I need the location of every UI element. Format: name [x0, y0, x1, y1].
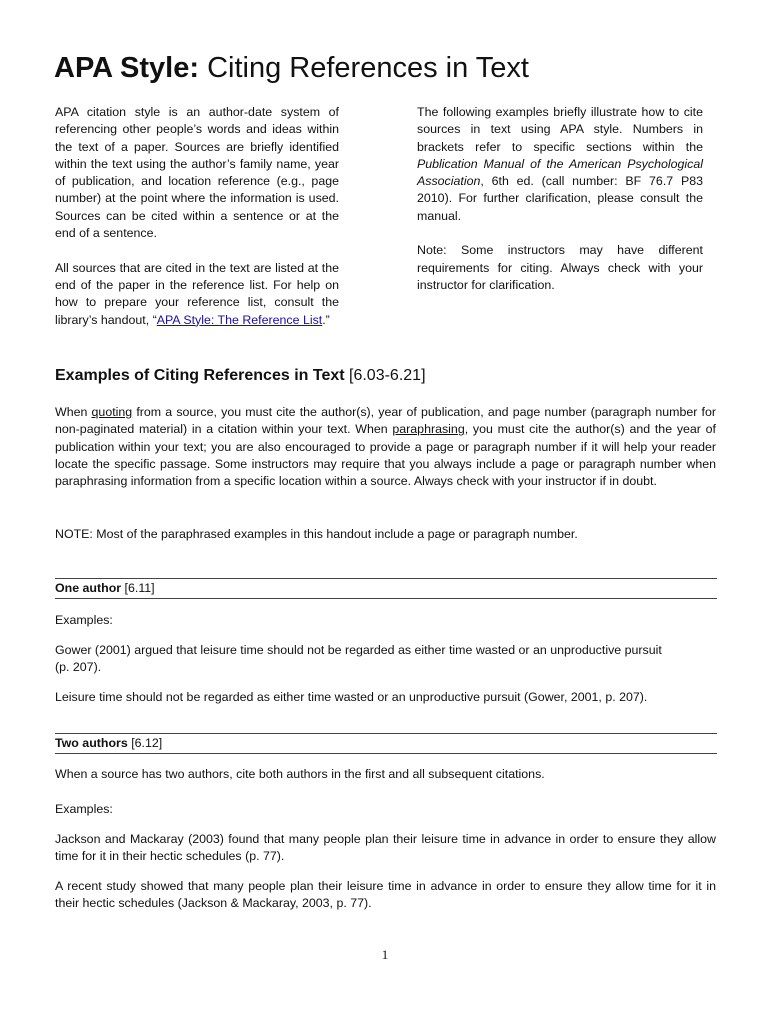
intro-left-paragraph-2 [55, 260, 339, 329]
intro-right-note: Note: Some instructors may have different requirements for citing. Always check with your instructor for clarification. [417, 243, 703, 292]
title-bold: APA Style: [54, 52, 200, 84]
examples-p1-b: from a source, you must cite the author(s), year of publication, and page number (paragraph number for non-paginated material) in a citation within your text. When [55, 405, 716, 437]
intro-left-p2-text: All sources that are cited in the text are listed at the end of the paper in the reference list. For help on how to prepare your reference list, consult the library’s handout, “ [55, 260, 339, 327]
two-authors-heading-bold: Two authors [55, 736, 128, 750]
intro-right-column [417, 104, 703, 294]
section-divider-bottom [55, 753, 717, 754]
title-rest: Citing References in Text [207, 52, 529, 84]
one-author-heading-bold: One author [55, 581, 122, 595]
section-divider-top [55, 733, 717, 734]
examples-heading-bold: Examples of Citing References in Text [55, 367, 345, 384]
two-authors-example-1: Jackson and Mackaray (2003) found that many people plan their leisure time in advance in order to ensure they allow time for it in their hectic schedules (p. 77). [55, 832, 716, 864]
two-authors-examples-label: Examples: [55, 802, 113, 816]
manual-title: Publication Manual of the American Psychological Association [417, 156, 703, 189]
two-authors-intro: When a source has two authors, cite both authors in the first and all subsequent citations. [55, 767, 545, 781]
examples-p1-a: When [55, 405, 92, 419]
one-author-example-1-line-1: Gower (2001) argued that leisure time should not be regarded as either time wasted or an unproductive pursuit [55, 643, 662, 657]
intro-right-paragraph-1 [417, 104, 703, 225]
intro-right-p1-start: The following examples briefly illustrate how to cite sources in text using APA style. Numbers in brackets refer to specific sections within the [417, 105, 703, 154]
two-authors-heading-ref: [6.12] [131, 736, 163, 750]
reference-list-link[interactable]: APA Style: The Reference List [156, 312, 323, 327]
intro-right-p1-end: , 6th ed. (call number: BF 76.7 P83 2010). For further clarification, please consult the manual. [417, 174, 703, 223]
one-author-heading [55, 580, 155, 597]
one-author-heading-ref: [6.11] [124, 581, 155, 595]
intro-left-paragraph-1: APA citation style is an author-date system of referencing other people’s words and ideas within the text of a paper. Sources are briefly identified within the text using the author’s family name, year of publication, and location reference (e.g., page number) at the point where the information is used. Sources can be cited within a sentence or at the end of a sentence. [55, 105, 339, 241]
page-title [54, 50, 529, 86]
one-author-example-2: Leisure time should not be regarded as either time wasted or an unproductive pursuit (Gower, 2001, p. 207). [55, 690, 648, 704]
intro-left-column [55, 104, 339, 329]
examples-heading-ref: [6.03-6.21] [349, 367, 426, 384]
two-authors-heading [55, 735, 162, 752]
section-divider-top [55, 578, 717, 579]
quoting-term: quoting [91, 405, 133, 419]
section-divider-bottom [55, 598, 717, 599]
one-author-example-1 [55, 642, 716, 677]
one-author-example-1-line-2: (p. 207). [55, 660, 102, 675]
one-author-examples-label: Examples: [55, 613, 113, 627]
examples-p1-c: , you must cite the author(s) and the year of publication within your text; you are also encouraged to provide a page or paragraph number if it will help your reader locate the specific passage. Some instructors may require that you always include a page or paragraph number when paraphrasing information from a specific location within a source. Always check with your instructor if in doubt. [55, 422, 716, 489]
paraphrasing-term: paraphrasing [392, 422, 465, 437]
examples-heading [55, 366, 426, 386]
intro-left-p2-end: .” [322, 312, 330, 327]
examples-paragraph [55, 404, 716, 490]
examples-note: NOTE: Most of the paraphrased examples in this handout include a page or paragraph number. [55, 527, 578, 541]
page-number: 1 [381, 947, 389, 962]
two-authors-example-2: A recent study showed that many people plan their leisure time in advance in order to ensure they allow time for it in their hectic schedules (Jackson & Mackaray, 2003, p. 77). [55, 879, 716, 911]
